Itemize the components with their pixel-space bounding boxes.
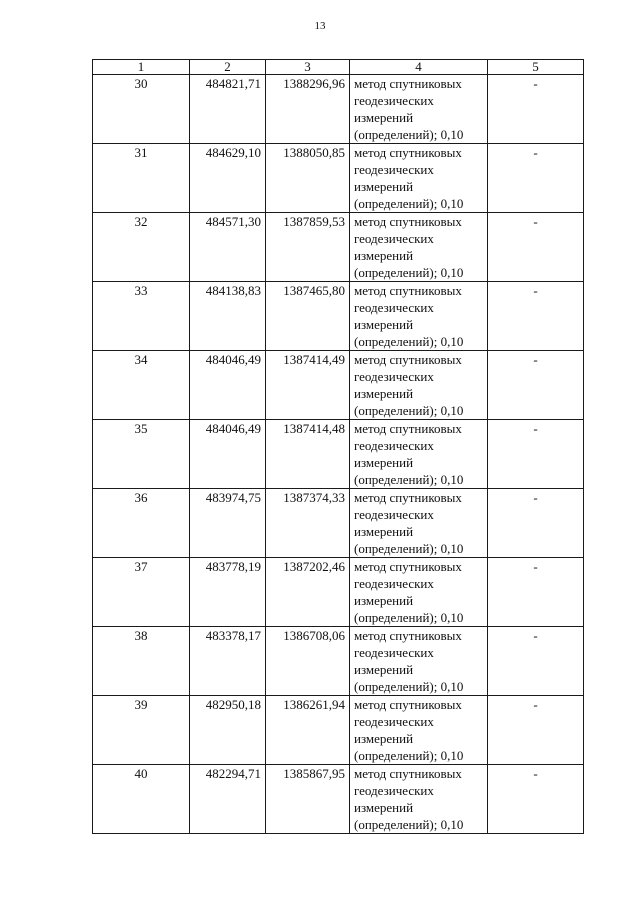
point-number-cell: 35	[93, 420, 190, 489]
method-cell	[350, 420, 488, 489]
point-number-cell: 37	[93, 558, 190, 627]
y-coordinate-cell: 1385867,95	[266, 765, 350, 834]
method-line: измерений	[354, 386, 414, 401]
footer-scan-marks	[0, 899, 640, 905]
note-cell: -	[488, 627, 584, 696]
method-line: измерений	[354, 248, 414, 263]
y-coordinate-cell: 1387414,48	[266, 420, 350, 489]
method-cell	[350, 75, 488, 144]
table-row	[93, 351, 584, 420]
method-cell	[350, 765, 488, 834]
x-coordinate-cell: 483974,75	[190, 489, 266, 558]
table-row	[93, 765, 584, 834]
method-line: измерений	[354, 179, 414, 194]
point-number-cell: 34	[93, 351, 190, 420]
x-coordinate-cell: 482294,71	[190, 765, 266, 834]
note-cell: -	[488, 213, 584, 282]
method-line: (определений); 0,10	[354, 334, 464, 349]
method-line: (определений); 0,10	[354, 196, 464, 211]
point-number-cell: 36	[93, 489, 190, 558]
x-coordinate-cell: 484629,10	[190, 144, 266, 213]
method-line: метод спутниковых	[354, 214, 462, 229]
column-header-3: 3	[266, 60, 350, 75]
y-coordinate-cell: 1387202,46	[266, 558, 350, 627]
x-coordinate-cell: 482950,18	[190, 696, 266, 765]
method-cell	[350, 213, 488, 282]
table-row	[93, 558, 584, 627]
table-header-row	[93, 60, 584, 75]
table-row	[93, 144, 584, 213]
point-number-cell: 39	[93, 696, 190, 765]
x-coordinate-cell: 484046,49	[190, 420, 266, 489]
y-coordinate-cell: 1387465,80	[266, 282, 350, 351]
x-coordinate-cell: 484046,49	[190, 351, 266, 420]
table-row	[93, 696, 584, 765]
method-line: метод спутниковых	[354, 559, 462, 574]
method-line: метод спутниковых	[354, 766, 462, 781]
method-line: геодезических	[354, 369, 434, 384]
method-line: (определений); 0,10	[354, 541, 464, 556]
table-body	[93, 75, 584, 834]
method-line: метод спутниковых	[354, 352, 462, 367]
method-line: геодезических	[354, 438, 434, 453]
x-coordinate-cell: 484821,71	[190, 75, 266, 144]
method-line: метод спутниковых	[354, 490, 462, 505]
note-cell: -	[488, 558, 584, 627]
method-line: метод спутниковых	[354, 697, 462, 712]
method-line: измерений	[354, 317, 414, 332]
method-line: (определений); 0,10	[354, 472, 464, 487]
method-line: измерений	[354, 110, 414, 125]
point-number-cell: 38	[93, 627, 190, 696]
method-line: (определений); 0,10	[354, 817, 464, 832]
point-number-cell: 33	[93, 282, 190, 351]
method-cell	[350, 489, 488, 558]
method-line: геодезических	[354, 714, 434, 729]
y-coordinate-cell: 1387414,49	[266, 351, 350, 420]
method-cell	[350, 282, 488, 351]
x-coordinate-cell: 484571,30	[190, 213, 266, 282]
note-cell: -	[488, 696, 584, 765]
column-header-4: 4	[350, 60, 488, 75]
method-line: геодезических	[354, 231, 434, 246]
column-header-1: 1	[93, 60, 190, 75]
table-row	[93, 420, 584, 489]
note-cell: -	[488, 420, 584, 489]
y-coordinate-cell: 1388296,96	[266, 75, 350, 144]
table-row	[93, 75, 584, 144]
method-cell	[350, 144, 488, 213]
method-line: геодезических	[354, 162, 434, 177]
method-line: (определений); 0,10	[354, 127, 464, 142]
method-cell	[350, 627, 488, 696]
x-coordinate-cell: 483778,19	[190, 558, 266, 627]
method-line: (определений); 0,10	[354, 265, 464, 280]
point-number-cell: 40	[93, 765, 190, 834]
note-cell: -	[488, 765, 584, 834]
column-header-2: 2	[190, 60, 266, 75]
note-cell: -	[488, 489, 584, 558]
method-line: геодезических	[354, 507, 434, 522]
column-header-5: 5	[488, 60, 584, 75]
y-coordinate-cell: 1386708,06	[266, 627, 350, 696]
x-coordinate-cell: 483378,17	[190, 627, 266, 696]
method-line: метод спутниковых	[354, 145, 462, 160]
method-line: измерений	[354, 593, 414, 608]
table-row	[93, 282, 584, 351]
point-number-cell: 31	[93, 144, 190, 213]
method-line: геодезических	[354, 645, 434, 660]
method-line: метод спутниковых	[354, 421, 462, 436]
note-cell: -	[488, 351, 584, 420]
method-line: измерений	[354, 524, 414, 539]
method-line: метод спутниковых	[354, 628, 462, 643]
method-line: геодезических	[354, 300, 434, 315]
method-line: измерений	[354, 455, 414, 470]
y-coordinate-cell: 1388050,85	[266, 144, 350, 213]
note-cell: -	[488, 75, 584, 144]
method-cell	[350, 558, 488, 627]
method-line: (определений); 0,10	[354, 748, 464, 763]
note-cell: -	[488, 144, 584, 213]
table-row	[93, 489, 584, 558]
method-cell	[350, 351, 488, 420]
method-line: (определений); 0,10	[354, 610, 464, 625]
y-coordinate-cell: 1386261,94	[266, 696, 350, 765]
method-cell	[350, 696, 488, 765]
y-coordinate-cell: 1387374,33	[266, 489, 350, 558]
page-number: 13	[314, 20, 326, 32]
method-line: метод спутниковых	[354, 283, 462, 298]
method-line: метод спутниковых	[354, 76, 462, 91]
method-line: геодезических	[354, 576, 434, 591]
method-line: геодезических	[354, 783, 434, 798]
method-line: (определений); 0,10	[354, 403, 464, 418]
point-number-cell: 32	[93, 213, 190, 282]
method-line: измерений	[354, 731, 414, 746]
x-coordinate-cell: 484138,83	[190, 282, 266, 351]
method-line: измерений	[354, 800, 414, 815]
table-row	[93, 213, 584, 282]
coordinates-table	[92, 59, 584, 834]
method-line: геодезических	[354, 93, 434, 108]
y-coordinate-cell: 1387859,53	[266, 213, 350, 282]
method-line: измерений	[354, 662, 414, 677]
point-number-cell: 30	[93, 75, 190, 144]
method-line: (определений); 0,10	[354, 679, 464, 694]
note-cell: -	[488, 282, 584, 351]
table-row	[93, 627, 584, 696]
